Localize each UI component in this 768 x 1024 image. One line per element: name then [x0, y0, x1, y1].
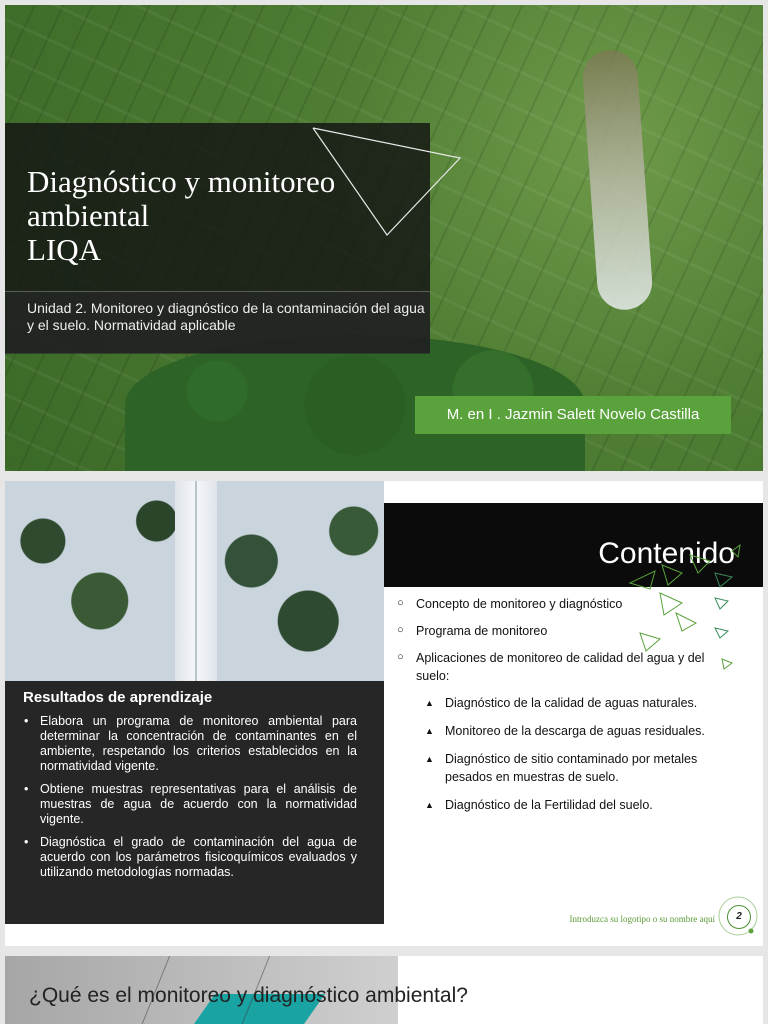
title-line-3: LIQA: [27, 232, 102, 267]
aerial-river: [581, 48, 654, 311]
learning-outcomes-list: [23, 714, 357, 888]
contents-subitem: ▲ Diagnóstico de sitio contaminado por metales pesados en muestras de suelo.: [425, 750, 727, 786]
outcome-item: • Obtiene muestras representativas para el análisis de muestras de agua de acuerdo con la normatividad vigente.: [23, 782, 357, 827]
contents-subitem: ▲ Diagnóstico de la Fertilidad del suelo.: [425, 796, 727, 814]
title-line-2: ambiental: [27, 198, 150, 233]
title-slide: [5, 5, 763, 471]
learning-outcomes-panel: [5, 681, 384, 924]
logo-placeholder-text: Introduzca su logotipo o su nombre aquí: [569, 914, 715, 924]
outcome-item: • Elabora un programa de monitoreo ambiental para determinar la concentración de contaminantes en el ambiente, respetando los criterios establecidos en la normatividad vigente.: [23, 714, 357, 774]
contents-item: ○ Concepto de monitoreo y diagnóstico: [397, 595, 727, 613]
subtitle-band: [5, 291, 430, 354]
title-line-1: Diagnóstico y monitoreo: [27, 164, 336, 199]
contents-slide: [5, 481, 763, 946]
slide-subtitle: Unidad 2. Monitoreo y diagnóstico de la contaminación del agua y el suelo. Normatividad aplicable: [27, 300, 425, 333]
question-slide: [5, 956, 763, 1024]
decorative-triangle-outline: [305, 123, 475, 253]
page-number: 2: [727, 905, 751, 929]
contents-subitem: ▲ Diagnóstico de la calidad de aguas naturales.: [425, 694, 727, 712]
learning-outcomes-title: Resultados de aprendizaje: [23, 689, 213, 706]
author-bar: M. en I . Jazmin Salett Novelo Castilla: [415, 396, 731, 434]
contents-list: [397, 595, 727, 824]
contents-subitem: ▲ Monitoreo de la descarga de aguas residuales.: [425, 722, 727, 740]
contents-item: ○ Aplicaciones de monitoreo de calidad del agua y del suelo:: [397, 649, 727, 685]
contents-title: Contenido: [598, 537, 735, 570]
snowy-forest-photo: [5, 481, 384, 681]
question-title: ¿Qué es el monitoreo y diagnóstico ambiental?: [29, 984, 468, 1007]
contents-item: ○ Programa de monitoreo: [397, 622, 727, 640]
snowy-road: [175, 481, 217, 681]
outcome-item: • Diagnóstica el grado de contaminación del agua de acuerdo con los parámetros fisicoquímicos evaluados y utilizando metodologías normadas.: [23, 835, 357, 880]
